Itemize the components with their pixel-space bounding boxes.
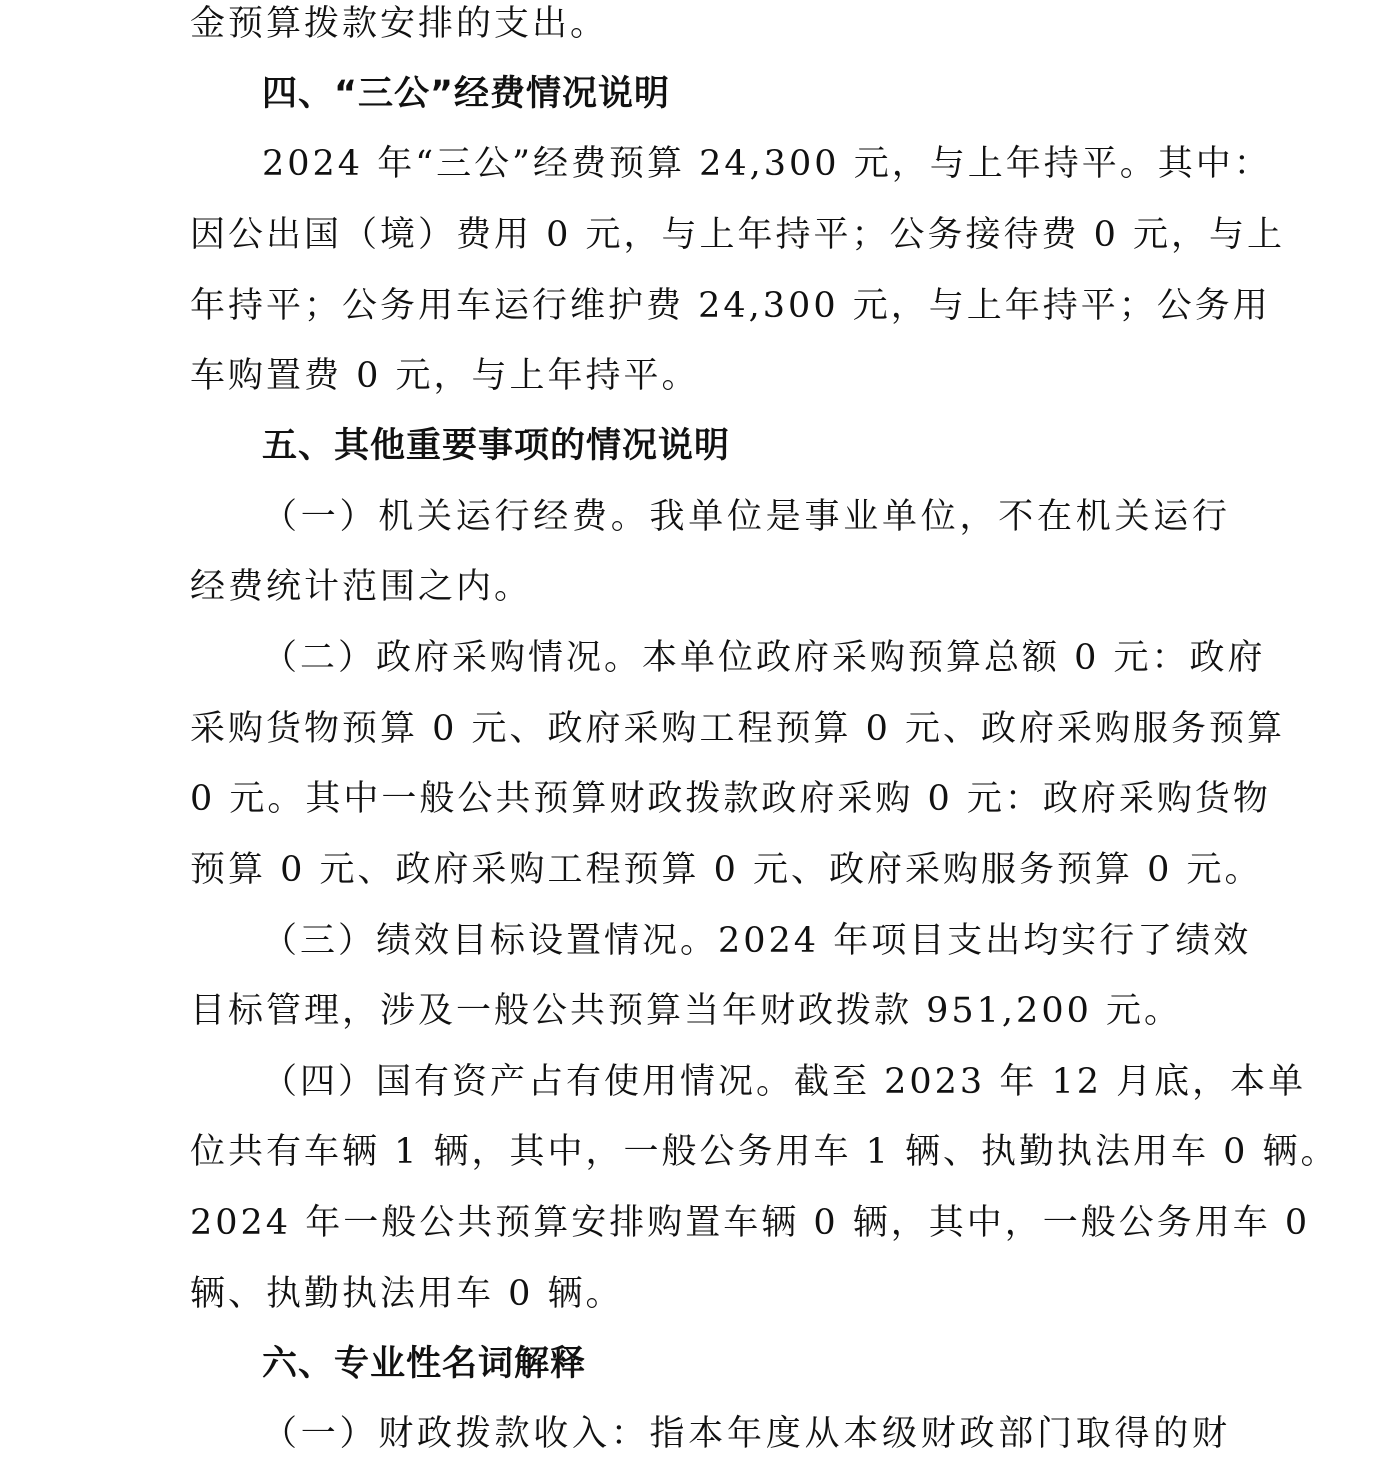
paragraph-line: （一）财政拨款收入：指本年度从本级财政部门取得的财 xyxy=(262,1414,1230,1454)
paragraph-line: 0 元。其中一般公共预算财政拨款政府采购 0 元：政府采购货物 xyxy=(190,779,1271,819)
paragraph-line: （三）绩效目标设置情况。2024 年项目支出均实行了绩效 xyxy=(262,921,1252,961)
paragraph-line: 2024 年一般公共预算安排购置车辆 0 辆，其中，一般公务用车 0 xyxy=(190,1203,1311,1243)
section-heading-terms: 六、专业性名词解释 xyxy=(262,1344,587,1384)
paragraph-line: 年持平；公务用车运行维护费 24,300 元，与上年持平；公务用 xyxy=(190,286,1271,326)
section-heading-sangong: 四、“三公”经费情况说明 xyxy=(262,74,671,114)
paragraph-line: （一）机关运行经费。我单位是事业单位，不在机关运行 xyxy=(262,497,1230,537)
paragraph-line: （二）政府采购情况。本单位政府采购预算总额 0 元：政府 xyxy=(262,638,1266,678)
paragraph-line: 2024 年“三公”经费预算 24,300 元，与上年持平。其中： xyxy=(262,144,1272,184)
paragraph-line: 辆、执勤执法用车 0 辆。 xyxy=(190,1274,624,1314)
paragraph-line: （四）国有资产占有使用情况。截至 2023 年 12 月底，本单 xyxy=(262,1062,1307,1102)
paragraph-line: 经费统计范围之内。 xyxy=(190,567,533,607)
paragraph-line: 金预算拨款安排的支出。 xyxy=(190,4,609,44)
paragraph-line: 车购置费 0 元，与上年持平。 xyxy=(190,356,700,396)
paragraph-line: 因公出国（境）费用 0 元，与上年持平；公务接待费 0 元，与上 xyxy=(190,215,1286,255)
paragraph-line: 预算 0 元、政府采购工程预算 0 元、政府采购服务预算 0 元。 xyxy=(190,850,1263,890)
paragraph-line: 目标管理，涉及一般公共预算当年财政拨款 951,200 元。 xyxy=(190,991,1182,1031)
paragraph-line: 位共有车辆 1 辆，其中，一般公务用车 1 辆、执勤执法用车 0 辆。 xyxy=(190,1132,1339,1172)
paragraph-line: 采购货物预算 0 元、政府采购工程预算 0 元、政府采购服务预算 xyxy=(190,709,1286,749)
section-heading-other-matters: 五、其他重要事项的情况说明 xyxy=(262,426,731,466)
